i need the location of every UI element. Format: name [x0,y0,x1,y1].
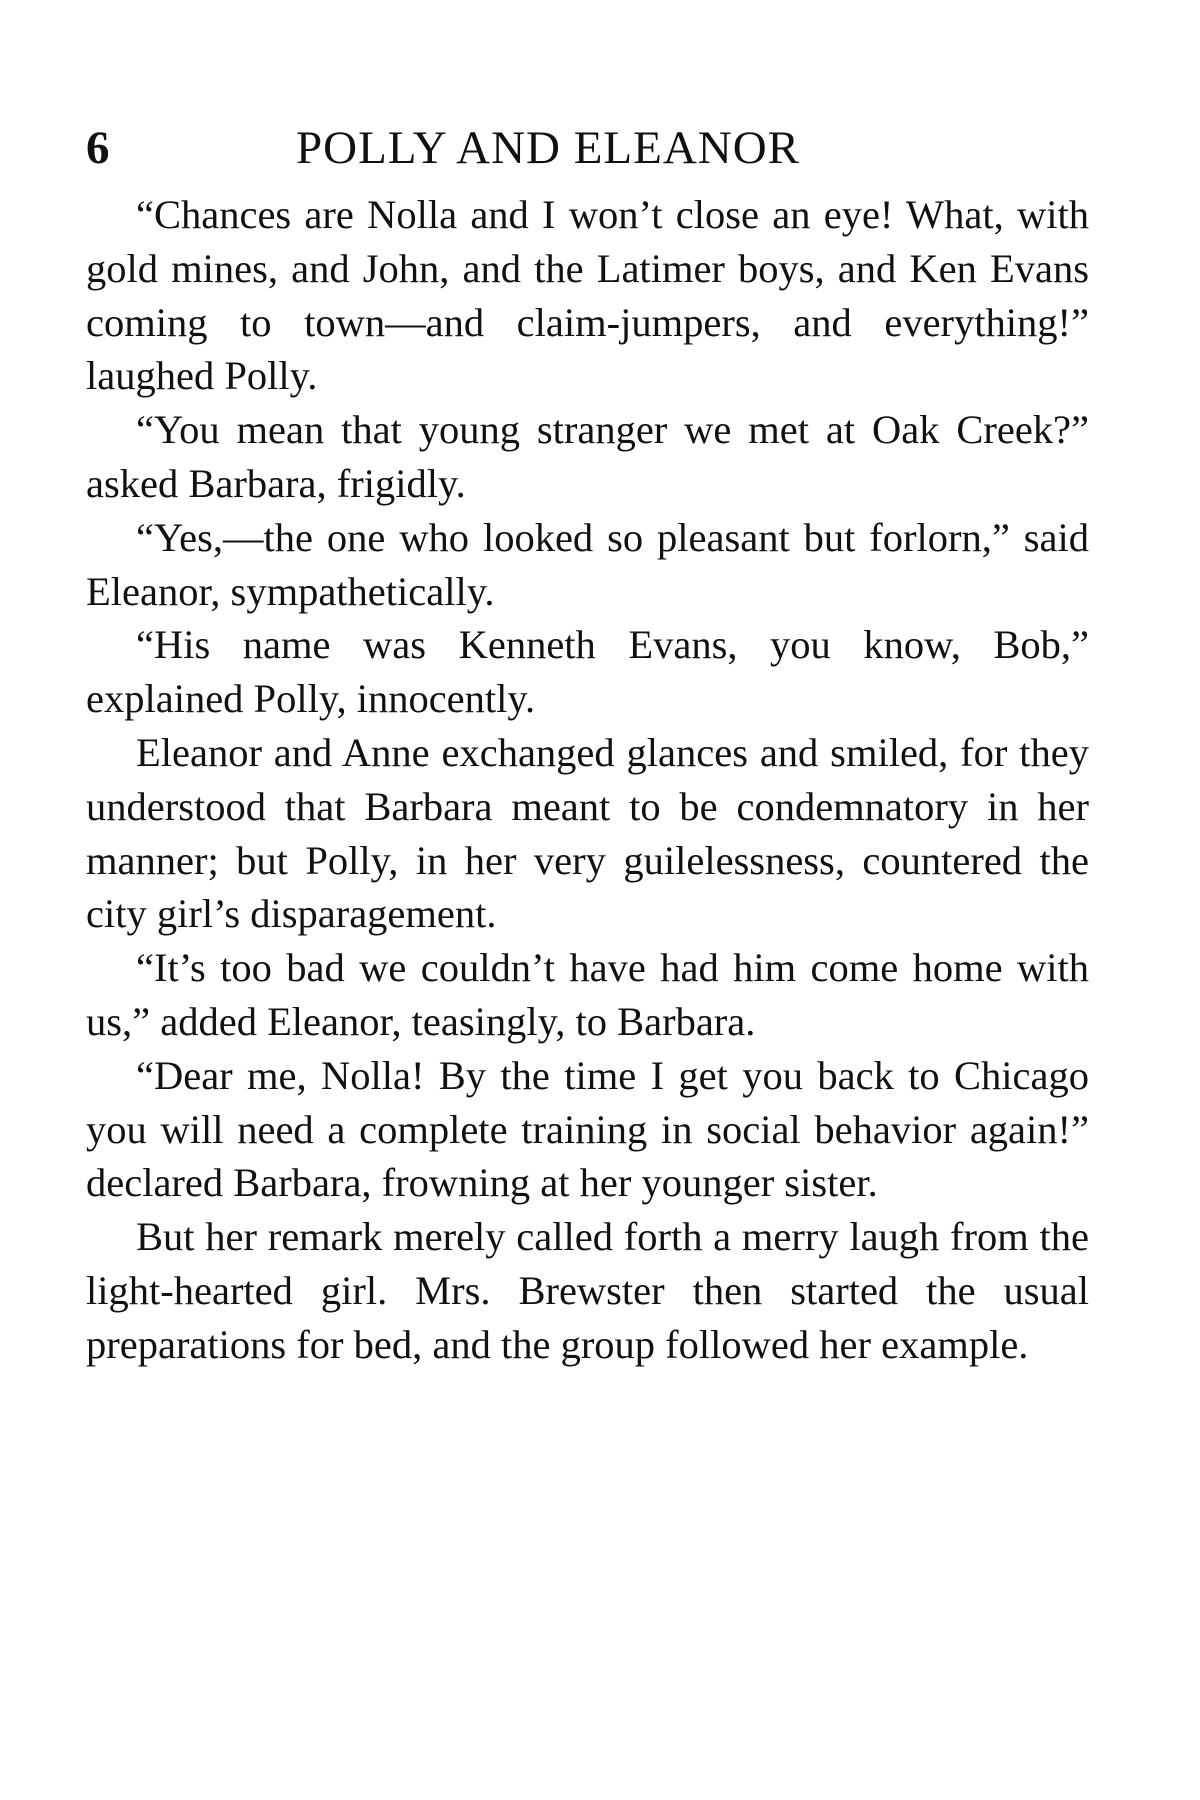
paragraph: Eleanor and Anne exchanged glances and smiled, for they understood that Barbara meant to be condemnatory in her manner; but Polly, in her very guilelessness, countered the city girl’s disparagement. [86,729,1089,937]
paragraph: “You mean that young stranger we met at Oak Creek?” asked Barbara, frigidly. [86,407,1089,506]
page-header [86,108,1089,188]
paragraph: “His name was Kenneth Evans, you know, Bob,” explained Polly, innocently. [86,622,1089,722]
paragraph: “Chances are Nolla and I won’t close an eye! What, with gold mines, and John, and the Latimer boys, and Ken Evans coming to town—and claim-jumpers, and everything!” laughed Polly. [86,192,1089,399]
paragraph: But her remark merely called forth a merry laugh from the light-hearted girl. Mrs. Brewster then started the usual preparations for bed, and the group followed her example. [86,1214,1089,1367]
running-title: POLLY AND ELEANOR [296,122,801,174]
paragraph: “Dear me, Nolla! By the time I get you back to Chicago you will need a complete training in social behavior again!” declared Barbara, frowning at her younger sister. [86,1052,1089,1206]
paragraph: “It’s too bad we couldn’t have had him come home with us,” added Eleanor, teasingly, to Barbara. [86,945,1089,1044]
paragraph: “Yes,—the one who looked so pleasant but forlorn,” said Eleanor, sympathetically. [86,514,1089,614]
book-page [86,108,1089,1372]
page-number: 6 [86,122,110,174]
body-text [86,188,1089,1372]
